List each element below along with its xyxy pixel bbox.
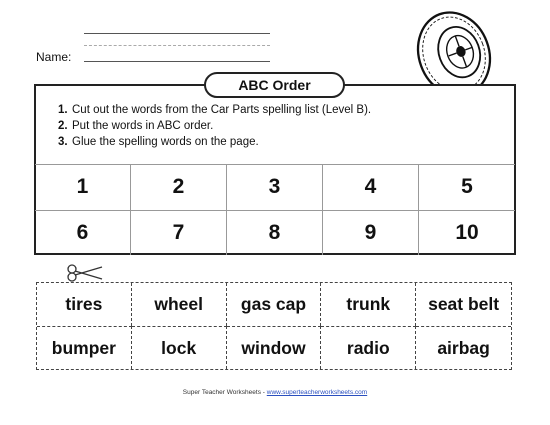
name-label: Name: [36, 50, 72, 64]
instruction-text: Put the words in ABC order. [72, 120, 214, 132]
footer-link[interactable]: www.superteacherworksheets.com [266, 389, 368, 396]
worksheet-title: ABC Order [204, 72, 345, 98]
instruction-item [58, 118, 498, 134]
order-box-7: 7 [131, 210, 227, 256]
word-card-seat-belt: seat belt [428, 294, 500, 314]
instruction-item [58, 102, 498, 118]
word-card-bumper: bumper [37, 326, 132, 369]
scissors-icon [66, 263, 106, 283]
footer-prefix: Super Teacher Worksheets - [182, 389, 267, 396]
word-card-window: window [227, 326, 322, 369]
word-card-airbag: airbag [416, 326, 511, 369]
order-grid [35, 164, 515, 255]
word-card-lock: lock [132, 326, 227, 369]
instruction-number: 1. [58, 104, 68, 116]
order-box-1: 1 [35, 164, 131, 210]
handwriting-line-top [84, 33, 270, 34]
order-box-5: 5 [419, 164, 515, 210]
instruction-text: Cut out the words from the Car Parts spelling list (Level B). [72, 104, 372, 116]
order-box-4: 4 [323, 164, 419, 210]
word-card-gas-cap: gas cap [227, 283, 322, 326]
word-card-tires: tires [37, 283, 132, 326]
word-card-radio: radio [321, 326, 416, 369]
order-box-10: 10 [419, 210, 515, 256]
order-box-2: 2 [131, 164, 227, 210]
name-area [32, 28, 282, 68]
instruction-item [58, 134, 498, 150]
footer [0, 389, 550, 396]
word-card-trunk: trunk [321, 283, 416, 326]
name-write-line [84, 61, 270, 62]
instruction-text: Glue the spelling words on the page. [72, 136, 259, 148]
word-card-wheel: wheel [132, 283, 227, 326]
cutout-words-grid [36, 282, 512, 370]
order-box-9: 9 [323, 210, 419, 256]
instruction-number: 2. [58, 120, 68, 132]
handwriting-line-dashed [84, 45, 270, 46]
order-box-6: 6 [35, 210, 131, 256]
instructions-list [58, 102, 498, 150]
order-box-3: 3 [227, 164, 323, 210]
order-box-8: 8 [227, 210, 323, 256]
instruction-number: 3. [58, 136, 68, 148]
